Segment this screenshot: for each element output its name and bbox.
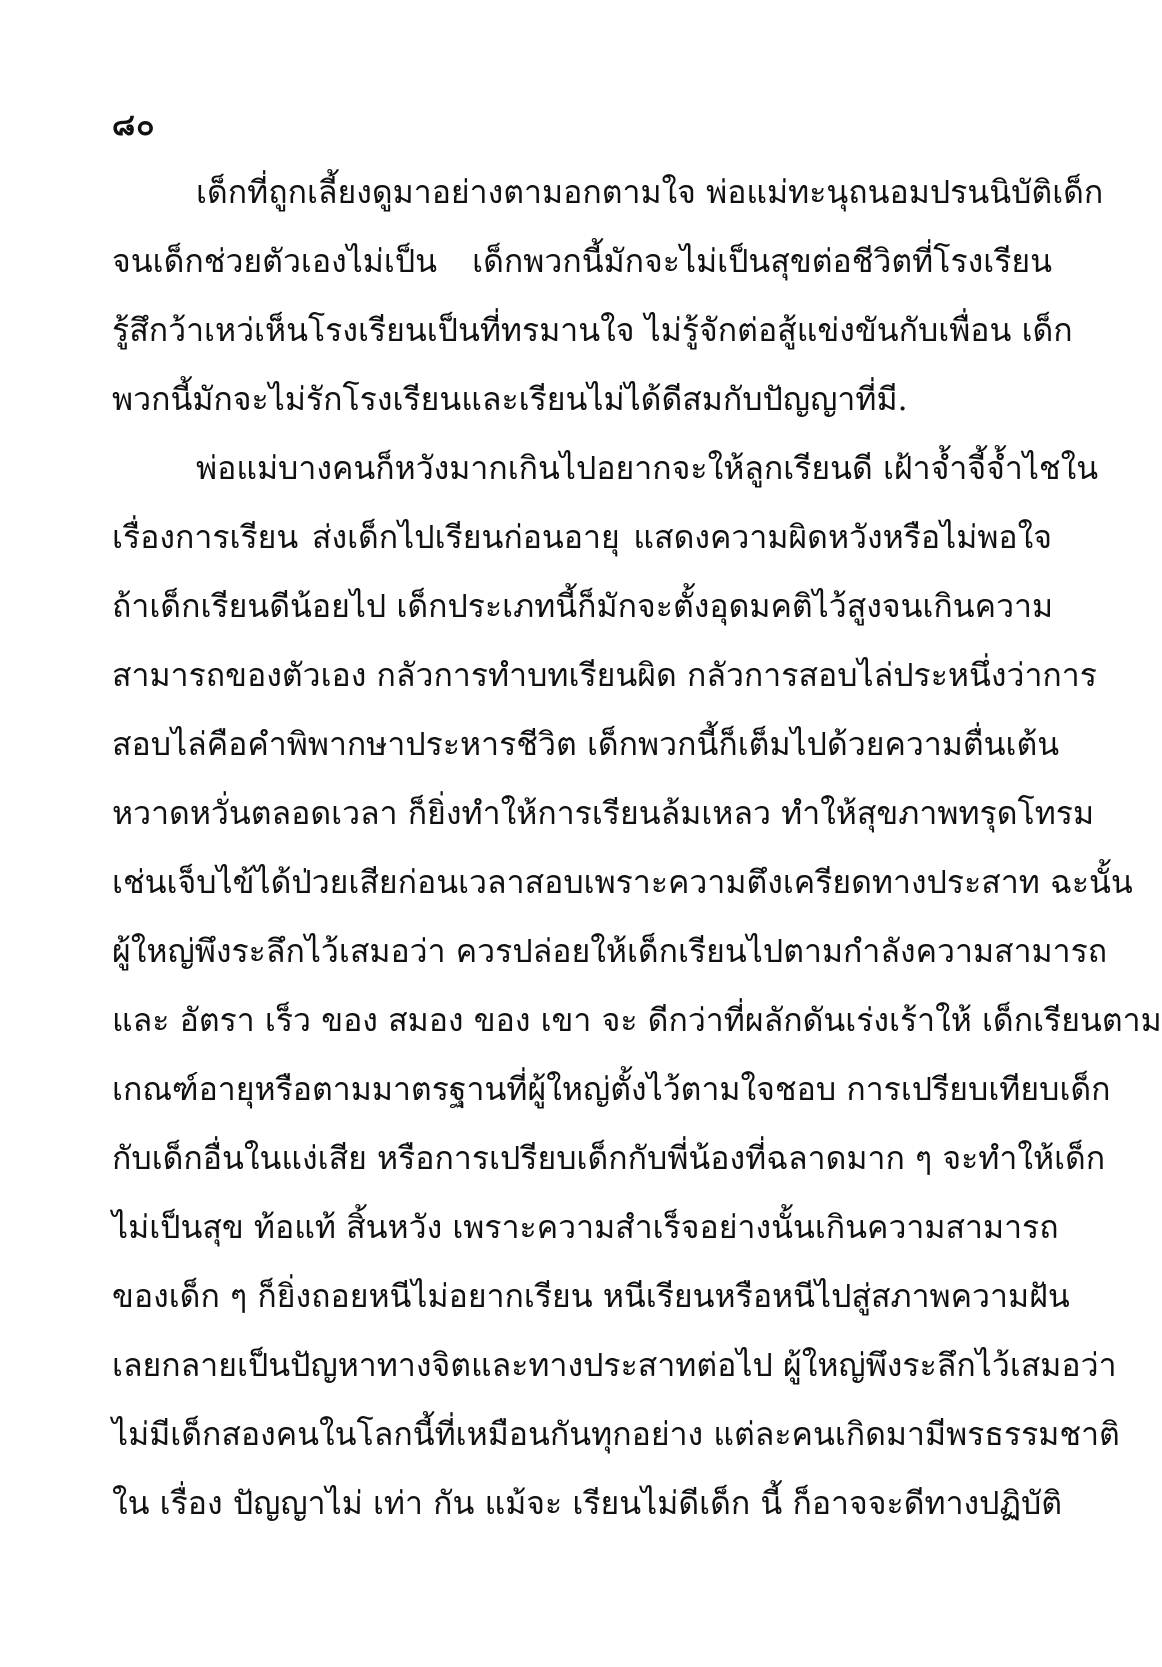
body-text (112, 158, 1162, 1538)
paragraph-2-line-15: ไม่มีเด็กสองคนในโลกนี้ที่เหมือนกันทุกอย่าง แต่ละคนเกิดมามีพรธรรมชาติ (112, 1415, 1120, 1453)
paragraph-2-line-8: ผู้ใหญ่พึงระลึกไว้เสมอว่า ควรปล่อยให้เด็กเรียนไปตามกำลังความสามารถ (112, 932, 1108, 970)
paragraph-2-line-1: พ่อแม่บางคนก็หวังมากเกินไปอยากจะให้ลูกเรียนดี เฝ้าจ้ำจี้จ้ำไชใน (196, 449, 1099, 487)
paragraph-2-line-7: เช่นเจ็บไข้ได้ป่วยเสียก่อนเวลาสอบเพราะความตึงเครียดทางประสาท ฉะนั้น (112, 863, 1133, 901)
paragraph-2-line-4: สามารถของตัวเอง กลัวการทำบทเรียนผิด กลัวการสอบไล่ประหนึ่งว่าการ (112, 656, 1097, 694)
paragraph-1-line-3: รู้สึกว้าเหว่เห็นโรงเรียนเป็นที่ทรมานใจ ไม่รู้จักต่อสู้แข่งขันกับเพื่อน เด็ก (112, 311, 1073, 349)
page-number: ๘๐ (112, 108, 156, 143)
paragraph-2-line-11: กับเด็กอื่นในแง่เสีย หรือการเปรียบเด็กกับพี่น้องที่ฉลาดมาก ๆ จะทำให้เด็ก (112, 1139, 1106, 1177)
paragraph-2-line-13: ของเด็ก ๆ ก็ยิ่งถอยหนีไม่อยากเรียน หนีเรียนหรือหนีไปสู่สภาพความฝัน (112, 1277, 1070, 1315)
paragraph-2-line-6: หวาดหวั่นตลอดเวลา ก็ยิ่งทำให้การเรียนล้มเหลว ทำให้สุขภาพทรุดโทรม (112, 794, 1095, 832)
paragraph-2-line-10: เกณฑ์อายุหรือตามมาตรฐานที่ผู้ใหญ่ตั้งไว้ตามใจชอบ การเปรียบเทียบเด็ก (112, 1070, 1111, 1108)
paragraph-2-line-9: และ อัตรา เร็ว ของ สมอง ของ เขา จะ ดีกว่าที่ผลักดันเร่งเร้าให้ เด็กเรียนตาม (112, 1001, 1162, 1039)
paragraph-1-line-1: เด็กที่ถูกเลี้ยงดูมาอย่างตามอกตามใจ พ่อแม่ทะนุถนอมปรนนิบัติเด็ก (196, 173, 1104, 211)
paragraph-2-line-3: ถ้าเด็กเรียนดีน้อยไป เด็กประเภทนี้ก็มักจะตั้งอุดมคติไว้สูงจนเกินความ (112, 587, 1054, 625)
paragraph-1-line-4: พวกนี้มักจะไม่รักโรงเรียนและเรียนไม่ได้ดีสมกับปัญญาที่มี. (112, 380, 908, 418)
paragraph-2-line-5: สอบไล่คือคำพิพากษาประหารชีวิต เด็กพวกนี้ก็เต็มไปด้วยความตื่นเต้น (112, 725, 1060, 763)
paragraph-2-line-16: ใน เรื่อง ปัญญาไม่ เท่า กัน แม้จะ เรียนไม่ดีเด็ก นี้ ก็อาจจะดีทางปฏิบัติ (112, 1484, 1063, 1522)
paragraph-1-line-2: จนเด็กช่วยตัวเองไม่เป็น เด็กพวกนี้มักจะไม่เป็นสุขต่อชีวิตที่โรงเรียน (112, 242, 1052, 280)
paragraph-2-line-2: เรื่องการเรียน ส่งเด็กไปเรียนก่อนอายุ แสดงความผิดหวังหรือไม่พอใจ (112, 518, 1052, 556)
paragraph-2-line-12: ไม่เป็นสุข ท้อแท้ สิ้นหวัง เพราะความสำเร็จอย่างนั้นเกินความสามารถ (112, 1208, 1059, 1246)
paragraph-2-line-14: เลยกลายเป็นปัญหาทางจิตและทางประสาทต่อไป ผู้ใหญ่พึงระลึกไว้เสมอว่า (112, 1346, 1117, 1384)
